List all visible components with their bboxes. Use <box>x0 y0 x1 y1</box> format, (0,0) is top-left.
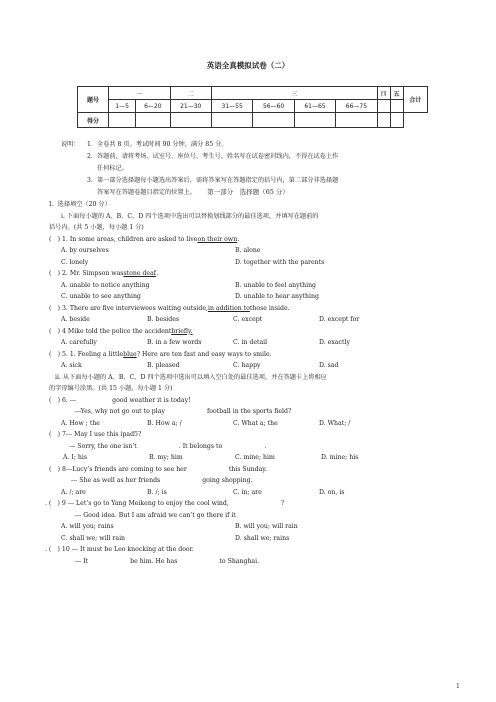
section-header: 一 <box>109 87 171 100</box>
option[interactable]: C. shall we; will rain <box>61 534 126 542</box>
total-header: 合计 <box>403 87 427 113</box>
question-stem: . ( ) 10 --- It must be Leo knocking at the door. <box>45 546 194 553</box>
range-cell: 61—65 <box>294 100 335 113</box>
option[interactable]: C. except <box>233 316 263 323</box>
question-stem: --- Good idea. But I am afraid we can’t go there if it <box>75 511 236 519</box>
question-stem: ( ) 5. 1. Feeling a little blue ? Here are ten fast and easy ways to smile. <box>49 350 272 358</box>
sub-instruction: i. 下面每小题的 A、B、C、D 四个选项中选出可以替换划线部分的最佳选项，并填写在题前的 <box>61 212 319 220</box>
question-stem: ( ) 1. In some areas, children are asked to live on their own . <box>49 235 240 243</box>
note-text: 第一部分选择题每小题选出答案后，需将答案写在答题指定的括号内，第二部分非选择题 <box>97 177 339 184</box>
notes-label: 说明： <box>61 141 80 148</box>
score-cell[interactable] <box>377 113 390 128</box>
question-stem: --- She as well as her friends going shopping. <box>71 477 253 484</box>
range-cell: 31—55 <box>211 100 252 113</box>
option[interactable]: D. except for <box>319 316 360 323</box>
option[interactable]: B. /; is <box>147 488 167 496</box>
option[interactable]: C. lonely <box>61 258 89 266</box>
question-stem: ( ) 6. --- good weather it is today! <box>49 396 191 404</box>
option[interactable]: A. by ourselves <box>61 247 109 254</box>
range-cell: 66—75 <box>336 100 377 113</box>
question-stem: . ( ) 9 --- Let’s go to Yang Meikeng to enjoy the cool wind, ? <box>45 500 285 507</box>
option[interactable]: B. pleased <box>147 362 180 369</box>
option[interactable]: A. beside <box>61 316 90 323</box>
row-label: 题号 <box>78 87 109 113</box>
question-stem: ( ) 8---Lucy’s friends are coming to see her this Sunday. <box>49 465 267 473</box>
score-cell[interactable] <box>109 113 136 128</box>
option[interactable]: B. my; him <box>149 454 183 461</box>
question-stem: ---Yes, why not go out to play football in the sports field? <box>75 408 292 415</box>
page-title: 英语全真模拟试卷（二） <box>206 61 290 70</box>
sub-instruction: 的字母编号涂黑。(共 15 小题，每小题 1 分) <box>49 385 173 392</box>
option[interactable]: D. together with the parents <box>235 258 325 266</box>
option[interactable]: C. in; are <box>233 488 262 496</box>
score-table <box>77 86 428 128</box>
option[interactable]: D. exactly <box>319 339 350 346</box>
option[interactable]: D. unable to hear anything <box>235 293 319 300</box>
section-heading: I．选择填空（20 分） <box>49 201 111 208</box>
score-cell[interactable] <box>390 113 403 128</box>
range-cell <box>377 100 390 113</box>
section-header: 三 <box>211 87 377 100</box>
score-cell[interactable] <box>294 113 335 128</box>
part-heading: 第一部分 选择题（65 分） <box>207 188 289 196</box>
option[interactable]: B. besides <box>147 316 180 323</box>
range-cell: 21—30 <box>170 100 211 113</box>
option[interactable]: A. I; his <box>63 454 88 461</box>
option[interactable]: C. in detail <box>233 339 268 346</box>
option[interactable]: A. /; are <box>61 488 86 496</box>
range-cell: 1—5 <box>109 100 136 113</box>
sub-instruction: 括号内。(共 5 小题，每小题 1 分) <box>49 224 144 231</box>
note-text: 答案写在答题卷题目指定的位置上。 <box>97 189 196 196</box>
option[interactable]: A. carefully <box>61 339 97 346</box>
range-cell: 56—60 <box>253 100 294 113</box>
question-stem: --- Sorry, the one isn’t . It belongs to . <box>69 442 267 450</box>
option[interactable]: A. will you; rains <box>61 523 114 530</box>
option[interactable]: A. unable to notice anything <box>61 281 150 289</box>
question-stem: ( ) 3. There are five interviewees waiting outside, in addition to those inside. <box>49 304 290 312</box>
option[interactable]: C. What a; the <box>233 419 278 427</box>
score-label: 得分 <box>78 113 109 128</box>
section-header: 四 <box>377 87 390 100</box>
option[interactable]: C. mine; him <box>235 454 275 461</box>
page-number: 1 <box>456 683 460 690</box>
option[interactable]: B. in a few words <box>147 339 202 346</box>
option[interactable]: A. sick <box>61 362 82 369</box>
score-cell[interactable] <box>136 113 170 128</box>
option[interactable]: B. unable to feel anything <box>235 281 317 289</box>
section-header: 五 <box>390 87 403 100</box>
option[interactable]: A. How ; the <box>61 419 100 427</box>
option[interactable]: D. on, is <box>319 488 345 496</box>
option[interactable]: C. happy <box>233 362 261 369</box>
score-cell[interactable] <box>211 113 252 128</box>
option[interactable]: D. shall we; rains <box>235 534 290 542</box>
option[interactable]: B. How a; / <box>147 419 182 427</box>
option[interactable]: D. mine; his <box>321 454 359 461</box>
section-header: 二 <box>170 87 211 100</box>
question-body <box>45 199 469 567</box>
range-cell: 6—20 <box>136 100 170 113</box>
note-text: 任何标记。 <box>97 165 128 172</box>
instructions: 说明： 1． 全卷共 8 页。考试时间 90 分钟，满分 85 分。 2． 答题前，请将考场、试室号、座位号、考生号、姓名写在试卷密封线内，不得在试卷上作 任何标记。 3． 第一部分选择题每小题选出答案后，需将答案写在答题指定的括号内，第二部分非选择题 答案写在答题卷题目指定的位置上。 <box>61 139 461 199</box>
option[interactable]: D. sad <box>319 362 339 369</box>
score-cell[interactable] <box>253 113 294 128</box>
score-cell[interactable] <box>336 113 377 128</box>
sub-instruction: ii. 从下面每小题的 A、B、C、D 四个选项中选出可以填入空白处的最佳选项，并在答题卡上将相应 <box>55 373 327 381</box>
question-stem: ( ) 7--- May I use this ipad5? <box>49 431 142 438</box>
note-text: 答题前，请将考场、试室号、座位号、考生号、姓名写在试卷密封线内，不得在试卷上作 <box>97 153 339 160</box>
note-text: 全卷共 8 页。考试时间 90 分钟，满分 85 分。 <box>97 141 228 148</box>
question-stem: ( ) 4 Mike told the police the accident briefly. <box>49 327 193 335</box>
option[interactable]: B. alone <box>235 247 261 254</box>
option[interactable]: C. unable to see anything <box>61 293 141 300</box>
option[interactable]: B. will you; will rain <box>235 523 298 530</box>
option[interactable]: D. What; / <box>319 419 351 427</box>
question-stem: ( ) 2. Mr. Simpson was stone deaf . <box>49 270 159 277</box>
question-stem: --- It be him. He has to Shanghai. <box>75 557 260 565</box>
score-cell[interactable] <box>170 113 211 128</box>
